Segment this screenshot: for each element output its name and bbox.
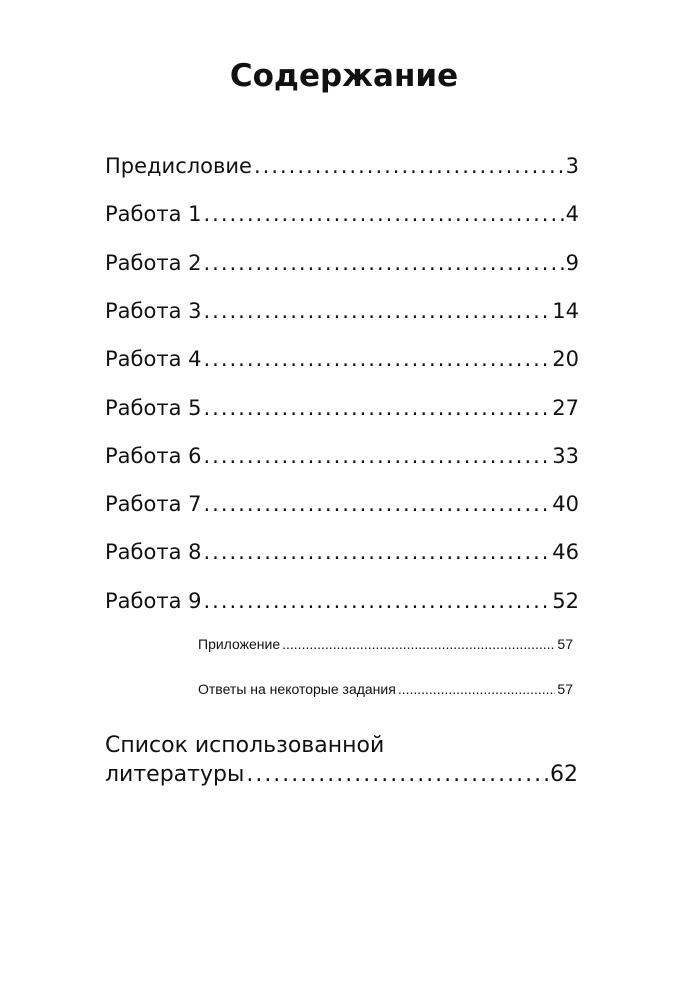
toc-entry-label: Работа 6	[105, 443, 202, 468]
toc-entry-bibliography[interactable]	[105, 762, 578, 787]
page-title: Содержание	[229, 58, 459, 94]
toc-entry-page: 46	[552, 540, 579, 565]
toc-entry-page: 40	[552, 492, 579, 517]
toc-entry-page: 9	[565, 250, 579, 275]
toc-entry[interactable]	[105, 396, 579, 420]
dot-leader	[398, 681, 556, 697]
toc-entry[interactable]	[105, 154, 579, 178]
dot-leader	[282, 636, 555, 652]
toc-entry-page: 3	[565, 154, 579, 178]
toc-entry[interactable]	[105, 299, 579, 323]
toc-entry-label: Работа 3	[105, 298, 202, 323]
dot-leader	[203, 202, 563, 226]
toc-entry-label: Предисловие	[105, 154, 252, 178]
toc-entry-label: Приложение	[198, 636, 281, 652]
dot-leader	[203, 251, 563, 275]
toc-entry[interactable]	[105, 347, 579, 371]
toc-entry-label: Работа 5	[105, 395, 202, 420]
toc-entry-page: 57	[557, 636, 573, 652]
toc-entry[interactable]	[198, 636, 573, 652]
toc-entry[interactable]	[105, 540, 579, 564]
toc-entry-page: 27	[552, 395, 579, 420]
toc-entry[interactable]	[105, 444, 579, 468]
toc-entry-label: Работа 1	[105, 202, 202, 227]
toc-entry-label: литературы	[105, 762, 245, 787]
dot-leader	[246, 762, 548, 787]
toc-entry-label: Работа 4	[105, 347, 202, 372]
dot-leader	[203, 492, 550, 516]
toc-entry-page: 4	[565, 202, 579, 227]
toc-entry[interactable]	[105, 251, 579, 275]
toc-entry-label: Работа 7	[105, 492, 202, 517]
toc-entry-page: 14	[552, 298, 579, 323]
toc-entry[interactable]	[105, 589, 579, 613]
dot-leader	[203, 540, 550, 564]
dot-leader	[203, 299, 550, 323]
dot-leader	[203, 589, 550, 613]
toc-entry-page: 57	[557, 681, 573, 697]
dot-leader	[203, 396, 550, 420]
toc-entry-page: 20	[552, 347, 579, 372]
toc-entry-bibliography-line1: Список использованной	[105, 733, 385, 758]
toc-entry-label: Работа 2	[105, 250, 202, 275]
toc-entry-page: 52	[552, 588, 579, 613]
dot-leader	[254, 154, 564, 178]
toc-entry[interactable]	[105, 492, 579, 516]
toc-entry-label: Ответы на некоторые задания	[198, 681, 396, 697]
toc-entry-page: 62	[550, 762, 578, 787]
toc-entry-label: Работа 9	[105, 588, 202, 613]
toc-entry-label: Работа 8	[105, 540, 202, 565]
toc-entry[interactable]	[198, 681, 573, 697]
dot-leader	[203, 347, 550, 371]
toc-entry[interactable]	[105, 202, 579, 226]
toc-entry-page: 33	[552, 443, 579, 468]
dot-leader	[203, 444, 550, 468]
